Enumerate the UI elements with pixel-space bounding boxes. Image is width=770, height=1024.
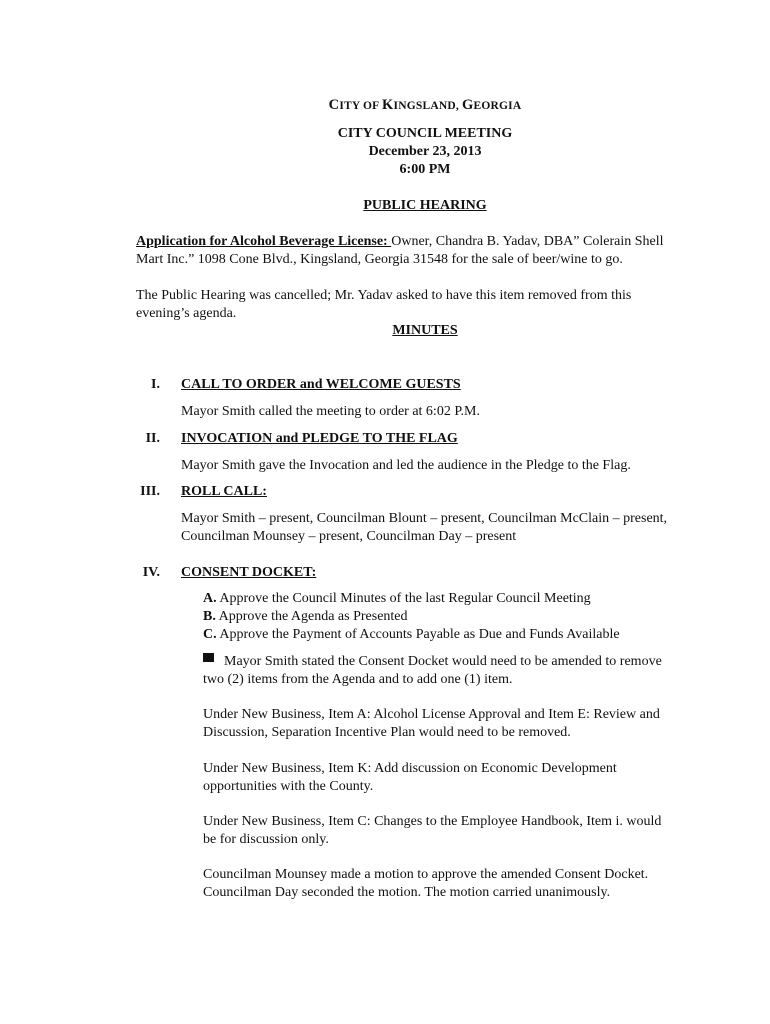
meeting-time: 6:00 PM [399, 162, 451, 177]
consent-paragraph: Mayor Smith stated the Consent Docket would need to be amended to remove [203, 653, 662, 671]
section-heading: CONSENT DOCKET: [181, 565, 317, 580]
meeting-title: CITY COUNCIL MEETING [337, 126, 513, 141]
consent-paragraph: Discussion, Separation Incentive Plan would need to be removed. [203, 725, 571, 740]
application-line-1: Application for Alcohol Beverage License: Owner, Chandra B. Yadav, DBA” Colerain Shell [136, 234, 664, 249]
section-numeral: I. [151, 377, 160, 392]
consent-item: A. Approve the Council Minutes of the last Regular Council Meeting [203, 591, 591, 606]
consent-paragraph: opportunities with the County. [203, 779, 374, 794]
section-numeral: II. [145, 431, 160, 446]
section-text: Mayor Smith called the meeting to order at 6:02 P.M. [181, 404, 481, 419]
consent-paragraph: Under New Business, Item K: Add discussion on Economic Development [203, 761, 617, 776]
section-numeral: IV. [142, 565, 160, 580]
cancel-line-2: evening’s agenda. [136, 306, 237, 321]
consent-paragraph: Councilman Mounsey made a motion to approve the amended Consent Docket. [203, 867, 649, 882]
section-text: Mayor Smith – present, Councilman Blount – present, Councilman McClain – present, [181, 511, 668, 526]
minutes-heading: MINUTES [392, 323, 458, 338]
consent-paragraph: Under New Business, Item A: Alcohol License Approval and Item E: Review and [203, 707, 660, 722]
consent-paragraph: Under New Business, Item C: Changes to the Employee Handbook, Item i. would [203, 814, 662, 829]
consent-paragraph: be for discussion only. [203, 832, 329, 847]
section-text: Mayor Smith gave the Invocation and led the audience in the Pledge to the Flag. [181, 458, 631, 473]
application-line-2: Mart Inc.” 1098 Cone Blvd., Kingsland, Georgia 31548 for the sale of beer/wine to go. [136, 252, 623, 267]
section-numeral: III. [140, 484, 160, 499]
consent-paragraph: two (2) items from the Agenda and to add one (1) item. [203, 672, 513, 687]
section-heading: CALL TO ORDER and WELCOME GUESTS [181, 377, 461, 392]
consent-item: C. Approve the Payment of Accounts Payable as Due and Funds Available [203, 627, 620, 642]
section-heading: ROLL CALL: [181, 484, 267, 499]
meeting-date: December 23, 2013 [368, 144, 482, 159]
square-bullet-icon [203, 653, 214, 662]
consent-paragraph: Councilman Day seconded the motion. The motion carried unanimously. [203, 885, 611, 900]
section-heading: INVOCATION and PLEDGE TO THE FLAG [181, 431, 458, 446]
public-hearing-heading: PUBLIC HEARING [363, 198, 487, 213]
consent-item: B. Approve the Agenda as Presented [203, 609, 408, 624]
application-label: Application for Alcohol Beverage License: [136, 234, 392, 249]
cancel-line-1: The Public Hearing was cancelled; Mr. Yadav asked to have this item removed from this [136, 288, 632, 303]
section-text: Councilman Mounsey – present, Councilman Day – present [181, 529, 517, 544]
city-title: CITY OF KINGSLAND, GEORGIA [328, 97, 522, 113]
